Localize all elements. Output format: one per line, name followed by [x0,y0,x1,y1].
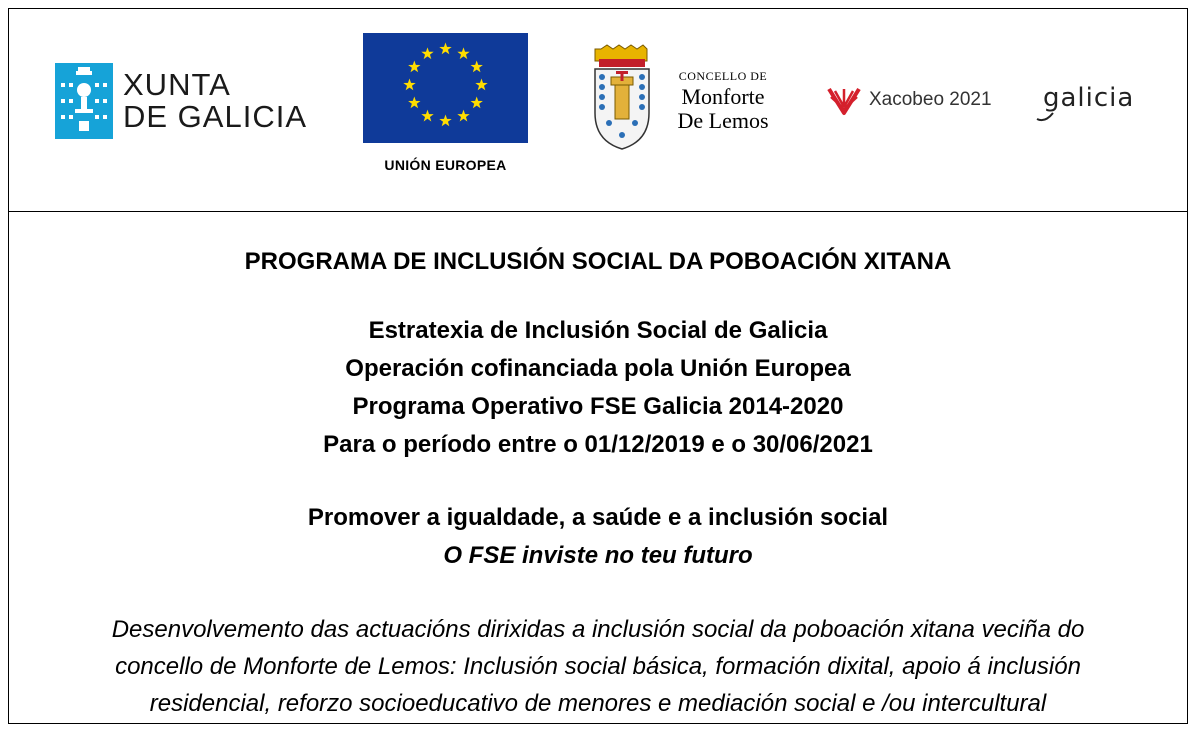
info-line: Estratexia de Inclusión Social de Galicia [368,317,828,344]
monforte-name [661,85,785,133]
document-frame [8,8,1188,724]
xacobeo-shell-icon [827,85,861,117]
objective-line: Promover a igualdade, a saúde e a inclusión social [307,504,889,531]
eu-flag-icon [363,33,528,143]
program-title: PROGRAMA DE INCLUSIÓN SOCIAL DA POBOACIÓN XITANA [244,248,952,275]
xunta-wordmark [123,69,307,133]
eu-logo [363,33,528,183]
xunta-line1: XUNTA [123,67,231,102]
monforte-line1: CONCELLO DE [678,69,768,83]
xacobeo-logo [827,83,1009,123]
xacobeo-wordmark: Xacobeo 2021 [869,89,992,110]
logo-bar [9,9,1187,212]
monforte-logo [591,43,791,163]
info-line: Operación cofinanciada pola Unión Europea [345,355,851,382]
description-line: concello de Monforte de Lemos: Inclusión social básica, formación dixital, apoio á inclusión [115,653,1081,680]
description-line: residencial, reforzo socioeducativo de menores e mediación social e /ou intercultural [149,690,1047,717]
monforte-line2: Monforte [681,84,765,109]
xunta-logo [55,63,315,141]
xunta-line2: DE GALICIA [123,99,307,134]
monforte-line3: De Lemos [677,108,769,133]
monforte-coat-of-arms-icon [591,43,653,153]
info-line: Programa Operativo FSE Galicia 2014-2020 [352,393,844,420]
info-line: Para o período entre o 01/12/2019 e o 30/06/2021 [323,431,873,458]
xunta-emblem-icon [55,63,113,139]
description-line: Desenvolvemento das actuacións dirixidas a inclusión social da poboación xitana veciña do [111,616,1085,643]
galicia-wordmark: galicia [1043,83,1135,113]
eu-caption: UNIÓN EUROPEA [384,157,507,173]
slogan-line: O FSE inviste no teu futuro [443,542,753,569]
galicia-logo [1035,81,1155,125]
